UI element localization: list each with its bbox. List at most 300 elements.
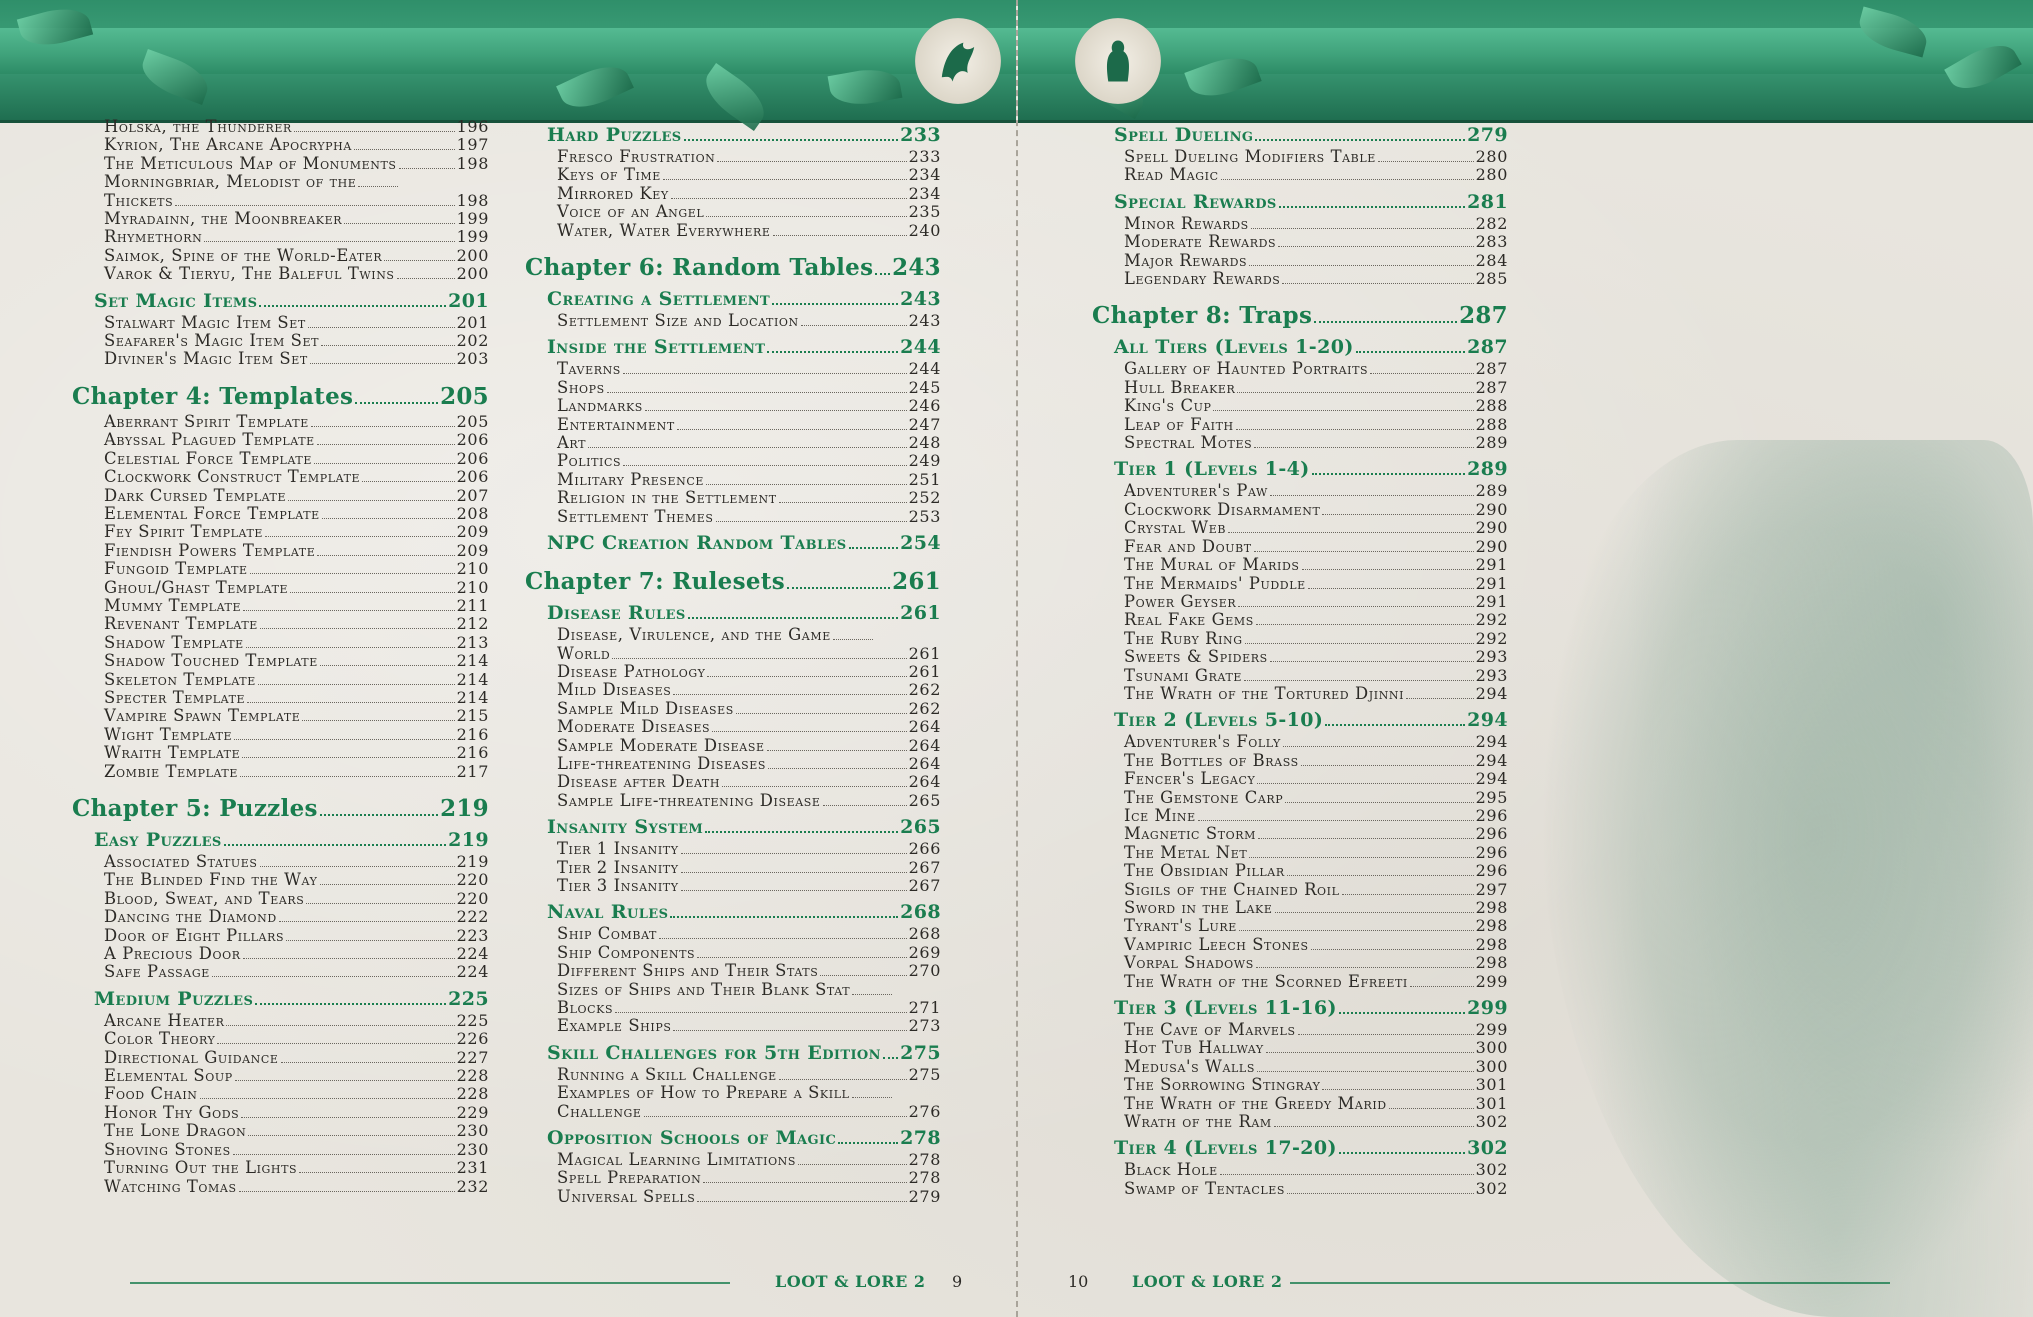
toc-section[interactable]	[525, 1127, 941, 1149]
toc-label: Fey Spirit Template	[104, 522, 264, 542]
dot-leader	[311, 426, 455, 427]
toc-section[interactable]	[525, 901, 941, 923]
dot-leader	[852, 994, 892, 995]
toc-chapter[interactable]	[1092, 302, 1508, 330]
toc-section[interactable]	[525, 602, 941, 624]
dot-leader	[671, 198, 907, 199]
toc-entry[interactable]	[72, 945, 489, 963]
toc-page-number: 199	[456, 209, 489, 229]
toc-section[interactable]	[72, 988, 489, 1010]
toc-page-number: 299	[1475, 1020, 1508, 1040]
toc-label: Arcane Heater	[104, 1010, 225, 1030]
dot-leader	[247, 702, 454, 703]
toc-entry[interactable]	[72, 450, 489, 468]
dot-leader	[716, 521, 907, 522]
toc-entry[interactable]	[525, 1066, 941, 1084]
toc-page-number: 292	[1475, 628, 1508, 648]
toc-entry[interactable]	[72, 487, 489, 505]
toc-entry[interactable]	[525, 222, 941, 240]
dot-leader	[1356, 351, 1465, 353]
toc-page-number: 219	[456, 852, 489, 871]
toc-page-number: 247	[908, 414, 941, 434]
dot-leader	[623, 373, 907, 374]
toc-page-number: 233	[900, 124, 941, 146]
toc-entry[interactable]	[525, 489, 941, 507]
toc-section[interactable]	[1092, 458, 1508, 480]
toc-entry[interactable]	[72, 744, 489, 762]
toc-page-number: 209	[456, 540, 489, 560]
toc-entry[interactable]	[72, 597, 489, 615]
toc-entry[interactable]	[1092, 611, 1508, 629]
toc-entry[interactable]	[72, 908, 489, 926]
toc-label: Ghoul/Ghast Template	[104, 577, 289, 597]
toc-entry[interactable]	[525, 663, 941, 681]
toc-label: Chapter 5: Puzzles	[72, 795, 318, 822]
dot-leader	[779, 502, 907, 503]
toc-label: Inside the Settlement	[547, 336, 766, 359]
toc-label: Shops	[557, 377, 605, 397]
toc-entry[interactable]	[1092, 648, 1508, 666]
toc-label: Honor Thy Gods	[104, 1102, 240, 1122]
dot-leader	[234, 739, 454, 740]
toc-section[interactable]	[72, 290, 489, 312]
toc-entry[interactable]	[1092, 733, 1508, 751]
toc-page-number: 301	[1475, 1075, 1508, 1095]
toc-section[interactable]	[72, 829, 489, 851]
toc-entry[interactable]	[525, 148, 941, 166]
toc-label: Chapter 6: Random Tables	[525, 254, 874, 282]
toc-entry[interactable]	[1092, 148, 1508, 166]
toc-label: The Metal Net	[1124, 842, 1248, 862]
toc-chapter[interactable]	[72, 383, 489, 411]
toc-entry[interactable]	[525, 360, 941, 378]
toc-label: Revenant Template	[104, 614, 258, 634]
dot-leader	[681, 853, 907, 854]
toc-entry[interactable]	[72, 1067, 489, 1085]
dot-leader	[1406, 698, 1474, 699]
toc-label: Sizes of Ships and Their Blank Stat	[557, 979, 851, 999]
dot-leader	[200, 1098, 455, 1099]
dot-leader	[239, 1191, 455, 1192]
toc-entry[interactable]	[72, 228, 489, 246]
toc-entry[interactable]	[72, 332, 489, 350]
toc-label: The Mermaids' Puddle	[1124, 573, 1306, 593]
toc-page-number: 280	[1475, 165, 1508, 185]
toc-entry[interactable]	[1092, 936, 1508, 954]
toc-section[interactable]	[525, 816, 941, 838]
toc-entry[interactable]	[72, 726, 489, 744]
dot-leader	[217, 1043, 454, 1044]
toc-entry[interactable]	[72, 210, 489, 228]
dot-leader	[175, 205, 454, 206]
toc-entry[interactable]	[72, 1159, 489, 1177]
dot-leader	[1256, 624, 1474, 625]
dot-leader	[767, 750, 907, 751]
toc-entry[interactable]	[1092, 1113, 1508, 1131]
toc-section[interactable]	[525, 532, 941, 554]
toc-entry[interactable]	[1092, 807, 1508, 825]
dot-leader	[1282, 283, 1473, 284]
toc-page-number: 298	[1475, 916, 1508, 936]
toc-entry[interactable]	[72, 652, 489, 670]
toc-entry[interactable]	[1092, 501, 1508, 519]
toc-entry[interactable]	[1092, 215, 1508, 233]
dot-leader	[1239, 930, 1474, 931]
toc-page-number: 243	[908, 311, 941, 331]
toc-entry[interactable]	[525, 185, 941, 203]
toc-entry[interactable]	[1092, 770, 1508, 788]
toc-entry[interactable]	[525, 718, 941, 736]
toc-entry[interactable]	[525, 434, 941, 452]
dot-leader	[1198, 820, 1474, 821]
toc-label: Magical Learning Limitations	[557, 1150, 797, 1170]
toc-entry[interactable]	[525, 755, 941, 773]
toc-label: Blood, Sweat, and Tears	[104, 888, 305, 908]
toc-entry[interactable]	[72, 468, 489, 486]
toc-label: Different Ships and Their Stats	[557, 961, 819, 981]
toc-entry[interactable]	[1092, 379, 1508, 397]
toc-entry[interactable]	[1092, 862, 1508, 880]
toc-label: Chapter 4: Templates	[72, 382, 354, 410]
toc-entry[interactable]	[72, 542, 489, 560]
toc-entry[interactable]	[525, 877, 941, 895]
toc-label: Sample Life-threatening Disease	[557, 790, 821, 810]
toc-entry[interactable]	[1092, 556, 1508, 574]
toc-label: Taverns	[557, 359, 621, 379]
toc-entry[interactable]	[525, 859, 941, 877]
toc-label: Challenge	[557, 1101, 642, 1121]
toc-entry[interactable]	[1092, 166, 1508, 184]
dot-leader	[248, 1135, 454, 1136]
toc-page-number: 205	[456, 411, 489, 431]
toc-entry[interactable]	[525, 999, 941, 1017]
toc-label: Sigils of the Chained Roil	[1124, 879, 1340, 899]
toc-page-number: 223	[456, 925, 489, 945]
toc-entry[interactable]	[72, 890, 489, 908]
toc-entry[interactable]	[525, 397, 941, 415]
toc-entry[interactable]	[72, 118, 489, 136]
toc-entry[interactable]	[525, 840, 941, 858]
toc-entry[interactable]	[72, 505, 489, 523]
dot-leader	[226, 1025, 454, 1026]
dot-leader	[1251, 228, 1474, 229]
toc-entry[interactable]	[72, 247, 489, 265]
toc-entry[interactable]	[72, 634, 489, 652]
toc-label: The Blinded Find the Way	[104, 870, 318, 890]
toc-entry[interactable]	[525, 925, 941, 943]
toc-page-number: 224	[456, 962, 489, 982]
toc-entry[interactable]	[525, 944, 941, 962]
toc-entry[interactable]	[1092, 1021, 1508, 1039]
toc-entry[interactable]	[525, 166, 941, 184]
dot-leader	[310, 363, 455, 364]
dot-leader	[787, 587, 890, 589]
toc-page-number: 198	[456, 190, 489, 210]
toc-page-number: 219	[440, 795, 489, 822]
toc-entry[interactable]	[1092, 1076, 1508, 1094]
dot-leader	[302, 720, 454, 721]
toc-entry[interactable]	[525, 737, 941, 755]
dot-leader	[1339, 1012, 1465, 1014]
toc-section[interactable]	[1092, 124, 1508, 146]
toc-page-number: 197	[456, 135, 489, 155]
toc-page-number: 224	[456, 944, 489, 964]
toc-entry[interactable]	[1092, 397, 1508, 415]
dot-leader	[1410, 986, 1474, 987]
toc-entry[interactable]	[525, 645, 941, 663]
toc-page-number: 291	[1475, 555, 1508, 575]
toc-page-number: 264	[908, 735, 941, 755]
toc-page-number: 222	[456, 907, 489, 927]
toc-label: Watching Tomas	[104, 1176, 237, 1196]
toc-label: The Wrath of the Greedy Marid	[1124, 1093, 1387, 1113]
toc-label: Tier 3 Insanity	[557, 875, 679, 895]
toc-entry[interactable]	[525, 1103, 941, 1121]
toc-entry[interactable]	[1092, 538, 1508, 556]
toc-label: Holska, the Thunderer	[104, 117, 292, 136]
toc-entry[interactable]	[72, 871, 489, 889]
toc-entry[interactable]	[525, 379, 941, 397]
toc-entry[interactable]	[525, 203, 941, 221]
toc-label: Moderate Diseases	[557, 717, 711, 737]
toc-entry[interactable]	[72, 523, 489, 541]
toc-page-number: 206	[456, 448, 489, 468]
toc-entry[interactable]	[525, 792, 941, 810]
toc-entry[interactable]	[1092, 973, 1508, 991]
toc-chapter[interactable]	[525, 254, 941, 282]
toc-label: Shadow Touched Template	[104, 651, 318, 671]
toc-entry[interactable]	[1092, 825, 1508, 843]
dot-leader	[801, 325, 907, 326]
toc-entry[interactable]	[525, 312, 941, 330]
toc-page-number: 214	[456, 669, 489, 689]
toc-section[interactable]	[1092, 191, 1508, 213]
toc-label: The Wrath of the Scorned Efreeti	[1124, 971, 1408, 991]
toc-label: All Tiers (Levels 1-20)	[1114, 336, 1354, 359]
toc-entry[interactable]	[72, 314, 489, 332]
dot-leader	[1275, 912, 1474, 913]
toc-section[interactable]	[525, 1042, 941, 1064]
toc-entry[interactable]	[1092, 1180, 1508, 1198]
toc-entry[interactable]	[1092, 434, 1508, 452]
toc-entry[interactable]	[525, 1084, 941, 1102]
toc-entry[interactable]	[1092, 917, 1508, 935]
toc-label: Opposition Schools of Magic	[547, 1127, 837, 1150]
toc-entry[interactable]	[1092, 881, 1508, 899]
toc-entry[interactable]	[1092, 1095, 1508, 1113]
toc-entry[interactable]	[72, 413, 489, 431]
toc-section[interactable]	[525, 336, 941, 358]
toc-label: Disease Pathology	[557, 661, 706, 681]
toc-entry[interactable]	[1092, 1058, 1508, 1076]
toc-entry[interactable]	[525, 681, 941, 699]
toc-entry[interactable]	[1092, 667, 1508, 685]
toc-page-number: 215	[456, 706, 489, 726]
toc-page-number: 296	[1475, 824, 1508, 844]
toc-page-number: 298	[1475, 953, 1508, 973]
dot-leader	[1389, 1108, 1474, 1109]
toc-entry[interactable]	[72, 963, 489, 981]
toc-entry[interactable]	[72, 1141, 489, 1159]
dot-leader	[1270, 661, 1474, 662]
dot-leader	[612, 658, 906, 659]
toc-entry[interactable]	[72, 1012, 489, 1030]
toc-page-number: 217	[456, 761, 489, 781]
toc-entry[interactable]	[72, 431, 489, 449]
toc-section[interactable]	[1092, 336, 1508, 358]
toc-page-number: 226	[456, 1029, 489, 1049]
toc-entry[interactable]	[1092, 482, 1508, 500]
dot-leader	[1213, 410, 1473, 411]
toc-chapter[interactable]	[72, 795, 489, 823]
toc-entry[interactable]	[72, 155, 489, 173]
toc-page-number: 299	[1467, 997, 1508, 1020]
toc-page-number: 302	[1475, 1160, 1508, 1180]
dot-leader	[1279, 206, 1465, 208]
dot-leader	[838, 1142, 898, 1144]
toc-page-number: 275	[900, 1041, 941, 1064]
toc-page-number: 262	[908, 698, 941, 718]
toc-label: Rhymethorn	[104, 227, 203, 247]
toc-entry[interactable]	[1092, 360, 1508, 378]
toc-page-number: 287	[1467, 336, 1508, 359]
toc-entry[interactable]	[525, 700, 941, 718]
toc-entry[interactable]	[525, 416, 941, 434]
toc-page-number: 288	[1475, 414, 1508, 434]
toc-label: Art	[557, 433, 587, 453]
toc-entry[interactable]	[72, 560, 489, 578]
toc-entry[interactable]	[72, 671, 489, 689]
toc-label: The Cave of Marvels	[1124, 1020, 1296, 1040]
toc-entry[interactable]	[72, 615, 489, 633]
toc-entry[interactable]	[72, 265, 489, 283]
toc-entry[interactable]	[525, 1017, 941, 1035]
dot-leader	[224, 844, 446, 846]
toc-entry[interactable]	[72, 1122, 489, 1140]
toc-page-number: 290	[1475, 518, 1508, 538]
dot-leader	[681, 872, 907, 873]
toc-chapter[interactable]	[525, 568, 941, 596]
toc-entry[interactable]	[72, 579, 489, 597]
toc-entry[interactable]	[72, 927, 489, 945]
toc-entry[interactable]	[72, 173, 489, 191]
toc-entry[interactable]	[525, 508, 941, 526]
toc-entry[interactable]	[525, 1151, 941, 1169]
toc-entry[interactable]	[1092, 954, 1508, 972]
toc-entry[interactable]	[72, 1049, 489, 1067]
toc-entry[interactable]	[1092, 685, 1508, 703]
toc-page-number: 210	[456, 577, 489, 597]
toc-entry[interactable]	[72, 853, 489, 871]
toc-section[interactable]	[1092, 709, 1508, 731]
toc-entry[interactable]	[525, 452, 941, 470]
toc-entry[interactable]	[1092, 519, 1508, 537]
toc-entry[interactable]	[1092, 252, 1508, 270]
toc-entry[interactable]	[72, 1104, 489, 1122]
toc-label: The Obsidian Pillar	[1124, 861, 1285, 881]
toc-entry[interactable]	[72, 689, 489, 707]
toc-label: Easy Puzzles	[94, 829, 222, 851]
toc-page-number: 287	[1475, 377, 1508, 397]
toc-page-number: 244	[900, 336, 941, 359]
toc-label: Read Magic	[1124, 165, 1219, 185]
dot-leader	[354, 149, 455, 150]
toc-label: Hard Puzzles	[547, 124, 682, 146]
toc-label: Hull Breaker	[1124, 377, 1236, 397]
toc-page-number: 282	[1475, 213, 1508, 233]
toc-entry[interactable]	[72, 763, 489, 781]
toc-section[interactable]	[1092, 997, 1508, 1019]
toc-entry[interactable]	[525, 773, 941, 791]
dot-leader	[265, 536, 455, 537]
toc-entry[interactable]	[72, 1178, 489, 1196]
toc-section[interactable]	[1092, 1137, 1508, 1159]
toc-entry[interactable]	[72, 136, 489, 154]
toc-label: Blocks	[557, 998, 614, 1017]
toc-entry[interactable]	[72, 707, 489, 725]
toc-entry[interactable]	[525, 962, 941, 980]
toc-entry[interactable]	[1092, 844, 1508, 862]
dot-leader	[852, 1097, 892, 1098]
toc-entry[interactable]	[1092, 233, 1508, 251]
dot-leader	[1249, 857, 1473, 858]
dot-leader	[1254, 551, 1474, 552]
toc-page-number: 296	[1475, 842, 1508, 862]
toc-page-number: 240	[908, 220, 941, 240]
toc-entry[interactable]	[1092, 593, 1508, 611]
toc-label: Examples of How to Prepare a Skill	[557, 1083, 850, 1103]
toc-entry[interactable]	[525, 471, 941, 489]
dot-leader	[1322, 1089, 1473, 1090]
toc-entry[interactable]	[72, 1085, 489, 1103]
toc-entry[interactable]	[72, 350, 489, 368]
toc-page-number: 278	[908, 1150, 941, 1170]
toc-entry[interactable]	[525, 981, 941, 999]
dot-leader	[768, 768, 907, 769]
dot-leader	[659, 938, 907, 939]
toc-entry[interactable]	[1092, 630, 1508, 648]
dot-leader	[358, 186, 398, 187]
dot-leader	[673, 1030, 906, 1031]
toc-entry[interactable]	[1092, 575, 1508, 593]
toc-label: Safe Passage	[104, 962, 210, 982]
toc-entry[interactable]	[1092, 1161, 1508, 1179]
toc-page-number: 296	[1475, 861, 1508, 881]
toc-entry[interactable]	[525, 1169, 941, 1187]
toc-column-3	[1092, 118, 1508, 1198]
toc-entry[interactable]	[1092, 270, 1508, 288]
toc-entry[interactable]	[1092, 899, 1508, 917]
toc-section[interactable]	[525, 288, 941, 310]
dot-leader	[697, 1201, 906, 1202]
toc-label: King's Cup	[1124, 396, 1212, 416]
toc-entry[interactable]	[72, 192, 489, 210]
toc-page-number: 228	[456, 1084, 489, 1104]
toc-entry[interactable]	[1092, 752, 1508, 770]
toc-page-number: 294	[1475, 683, 1508, 703]
toc-label: Myradainn, the Moonbreaker	[104, 209, 343, 229]
toc-label: World	[557, 643, 611, 663]
toc-entry[interactable]	[525, 626, 941, 644]
toc-entry[interactable]	[72, 1030, 489, 1048]
toc-section[interactable]	[525, 124, 941, 146]
toc-entry[interactable]	[1092, 789, 1508, 807]
toc-entry[interactable]	[1092, 416, 1508, 434]
toc-page-number: 200	[456, 264, 489, 284]
toc-page-number: 295	[1475, 787, 1508, 807]
toc-entry[interactable]	[1092, 1039, 1508, 1057]
toc-entry[interactable]	[525, 1188, 941, 1206]
